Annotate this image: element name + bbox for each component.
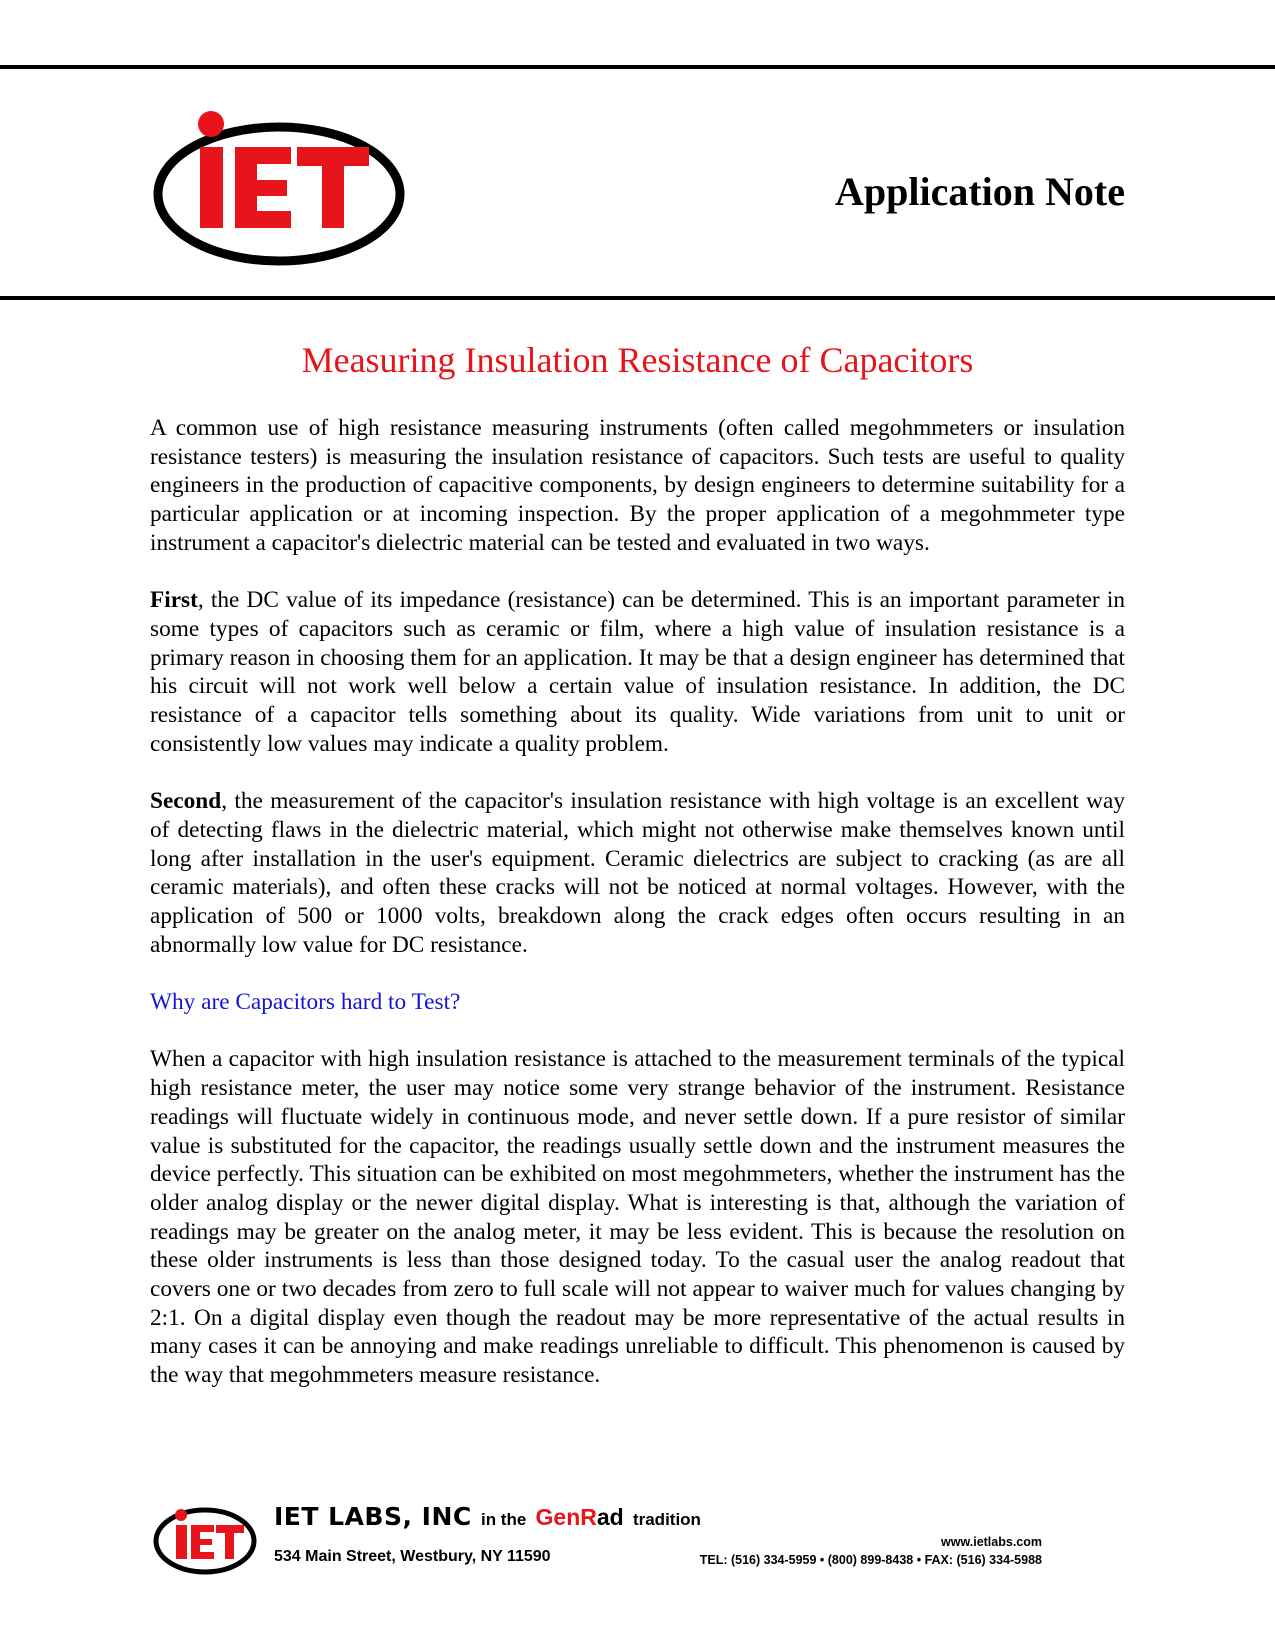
document-type-label: Application Note xyxy=(835,169,1125,214)
section-heading: Why are Capacitors hard to Test? xyxy=(150,989,461,1016)
genrad-gen: Gen xyxy=(535,1504,581,1530)
paragraph-second-lead: Second xyxy=(150,788,222,815)
paragraph-intro: A common use of high resistance measuring instruments (often called megohmmeters or insulation resistance testers) is measuring the insulation resistance of capacitors. Such tests are useful to quality engineers in the production of capacitive components, by design engineers to determine suitability for a particular application or at incoming inspection. By the proper application of a megohmmeter type instrument a capacitor's dielectric material can be tested and evaluated in two ways. xyxy=(150,415,1125,556)
company-name-text: IET LABS, INC xyxy=(274,1502,472,1531)
genrad-ad: ad xyxy=(596,1504,624,1530)
header-bottom-rule xyxy=(0,296,1275,300)
paragraph-second-text: , the measurement of the capacitor's insulation resistance with high voltage is an excellent way of detecting flaws in the dielectric material, which might not otherwise make themselves known until long after installation in the user's equipment. Ceramic dielectrics are subject to cracking (as are all ceramic materials), and often these cracks will not be noticed at normal voltages. However, with the application of 500 or 1000 volts, breakdown along the crack edges often occurs resulting in an abnormally low value for DC resistance. xyxy=(150,788,1125,958)
company-address: 534 Main Street, Westbury, NY 11590 xyxy=(274,1548,551,1565)
paragraph-first-text: , the DC value of its impedance (resistance) can be determined. This is an important parameter in some types of capacitors such as ceramic or film, where a high value of insulation resistance is a primary reason in choosing them for an application. It may be that a design engineer has determined that his circuit will not work well below a certain value of insulation resistance. In addition, the DC resistance of a capacitor tells something about its quality. Wide variations from unit to unit or consistently low values may indicate a quality problem. xyxy=(150,587,1125,757)
iet-logo xyxy=(153,110,405,270)
genrad-r: R xyxy=(580,1504,597,1530)
tradition-text: tradition xyxy=(632,1510,701,1529)
in-the-text: in the xyxy=(480,1510,527,1529)
article-body xyxy=(150,414,1125,1419)
paragraph-second xyxy=(150,787,1125,959)
paragraph-first xyxy=(150,586,1125,758)
contact-phones: TEL: (516) 334-5959 • (800) 899-8438 • FAX: (516) 334-5988 xyxy=(699,1553,1042,1567)
paragraph-first-lead: First xyxy=(150,587,198,614)
company-name xyxy=(274,1502,701,1535)
header-top-rule xyxy=(0,65,1275,69)
footer xyxy=(150,1500,1050,1580)
paragraph-testing: When a capacitor with high insulation resistance is attached to the measurement terminals of the typical high resistance meter, the user may notice some very strange behavior of the instrument. Resistance readings will fluctuate widely in continuous mode, and never settle down. If a pure resistor of similar value is substituted for the capacitor, the readings usually settle down and the instrument measures the device perfectly. This situation can be exhibited on most megohmmeters, whether the instrument has the older analog display or the newer digital display. What is interesting is that, although the variation of readings may be greater on the analog meter, it may be less evident. This is because the resolution on these older instruments is less than those designed today. To the casual user the analog readout that covers one or two decades from zero to full scale will not appear to waiver much for values changing by 2:1. On a digital display even though the readout may be more representative of the actual results in many cases it can be annoying and make readings unreliable to difficult. This phenomenon is caused by the way that megohmmeters measure resistance. xyxy=(150,1046,1125,1389)
page-title: Measuring Insulation Resistance of Capacitors xyxy=(301,340,974,380)
website-link[interactable]: www.ietlabs.com xyxy=(941,1535,1042,1549)
footer-iet-logo xyxy=(152,1501,258,1577)
